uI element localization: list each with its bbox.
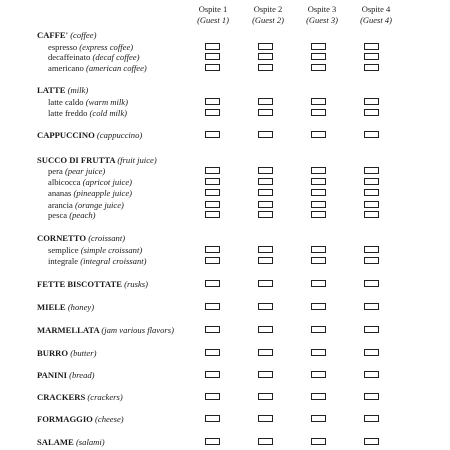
item-translation: (pear juice) <box>64 166 106 176</box>
guest-1-sub: (Guest 1) <box>197 14 229 25</box>
pesca-guest-3-checkbox[interactable] <box>311 211 326 218</box>
salame-guest-2-checkbox[interactable] <box>258 438 273 445</box>
pera-guest-1-checkbox[interactable] <box>205 167 220 174</box>
burro-guest-3-checkbox[interactable] <box>311 349 326 356</box>
item-translation: (apricot juice) <box>82 177 133 187</box>
integrale-guest-4-checkbox[interactable] <box>364 257 379 264</box>
category-translation: (bread) <box>69 370 95 380</box>
category-label <box>37 155 157 166</box>
category-title: CAPPUCCINO <box>37 130 95 140</box>
category-translation: (milk) <box>67 85 89 95</box>
item-label <box>48 256 147 267</box>
category-title: CRACKERS <box>37 392 86 402</box>
category-row-cappuccino <box>0 130 450 141</box>
item-row-albicocca <box>0 177 450 188</box>
latte-caldo-guest-3-checkbox[interactable] <box>311 98 326 105</box>
category-label <box>37 233 125 244</box>
item-row-semplice <box>0 245 450 256</box>
integrale-guest-3-checkbox[interactable] <box>311 257 326 264</box>
item-translation: (decaf coffee) <box>92 52 140 62</box>
category-label <box>37 370 95 381</box>
item-label <box>48 52 139 63</box>
category-row-marmellata <box>0 325 450 336</box>
espresso-guest-2-checkbox[interactable] <box>258 43 273 50</box>
arancia-guest-3-checkbox[interactable] <box>311 201 326 208</box>
cappuccino-guest-4-checkbox[interactable] <box>364 131 379 138</box>
formaggio-guest-1-checkbox[interactable] <box>205 415 220 422</box>
category-translation: (coffee) <box>70 30 97 40</box>
fette-biscottate-guest-1-checkbox[interactable] <box>205 280 220 287</box>
guest-2-label: Ospite 2 <box>253 4 283 14</box>
integrale-guest-2-checkbox[interactable] <box>258 257 273 264</box>
item-label <box>48 108 127 119</box>
item-translation: (cold milk) <box>89 108 127 118</box>
americano-guest-2-checkbox[interactable] <box>258 64 273 71</box>
albicocca-guest-1-checkbox[interactable] <box>205 178 220 185</box>
semplice-guest-2-checkbox[interactable] <box>258 246 273 253</box>
category-row-cornetto <box>0 233 450 244</box>
decaffeinato-guest-4-checkbox[interactable] <box>364 53 379 60</box>
category-label <box>37 130 142 141</box>
salame-guest-3-checkbox[interactable] <box>311 438 326 445</box>
albicocca-guest-3-checkbox[interactable] <box>311 178 326 185</box>
burro-guest-4-checkbox[interactable] <box>364 349 379 356</box>
latte-freddo-guest-1-checkbox[interactable] <box>205 109 220 116</box>
item-name: latte caldo <box>48 97 84 107</box>
item-name: espresso <box>48 42 78 52</box>
guest-4-label: Ospite 4 <box>361 4 391 14</box>
ananas-guest-2-checkbox[interactable] <box>258 189 273 196</box>
semplice-guest-3-checkbox[interactable] <box>311 246 326 253</box>
americano-guest-3-checkbox[interactable] <box>311 64 326 71</box>
miele-guest-3-checkbox[interactable] <box>311 303 326 310</box>
albicocca-guest-2-checkbox[interactable] <box>258 178 273 185</box>
item-row-americano <box>0 63 450 74</box>
pera-guest-3-checkbox[interactable] <box>311 167 326 174</box>
crackers-guest-4-checkbox[interactable] <box>364 393 379 400</box>
item-translation: (simple croissant) <box>80 245 143 255</box>
arancia-guest-1-checkbox[interactable] <box>205 201 220 208</box>
category-row-succo-di-frutta <box>0 155 450 166</box>
decaffeinato-guest-1-checkbox[interactable] <box>205 53 220 60</box>
formaggio-guest-4-checkbox[interactable] <box>364 415 379 422</box>
panini-guest-4-checkbox[interactable] <box>364 371 379 378</box>
category-row-crackers <box>0 392 450 403</box>
category-label <box>37 414 124 425</box>
category-translation: (cappuccino) <box>96 130 143 140</box>
item-row-decaffeinato <box>0 52 450 63</box>
category-translation: (jam various flavors) <box>101 325 174 335</box>
panini-guest-2-checkbox[interactable] <box>258 371 273 378</box>
item-label <box>48 166 105 177</box>
latte-caldo-guest-4-checkbox[interactable] <box>364 98 379 105</box>
decaffeinato-guest-3-checkbox[interactable] <box>311 53 326 60</box>
category-title: FORMAGGIO <box>37 414 93 424</box>
guest-3-sub: (Guest 3) <box>306 14 338 25</box>
pesca-guest-4-checkbox[interactable] <box>364 211 379 218</box>
pera-guest-2-checkbox[interactable] <box>258 167 273 174</box>
item-label <box>48 63 147 74</box>
category-translation: (croissant) <box>88 233 126 243</box>
category-label <box>37 437 105 448</box>
item-translation: (warm milk) <box>85 97 128 107</box>
cappuccino-guest-3-checkbox[interactable] <box>311 131 326 138</box>
marmellata-guest-4-checkbox[interactable] <box>364 326 379 333</box>
fette-biscottate-guest-2-checkbox[interactable] <box>258 280 273 287</box>
ananas-guest-1-checkbox[interactable] <box>205 189 220 196</box>
latte-caldo-guest-2-checkbox[interactable] <box>258 98 273 105</box>
marmellata-guest-1-checkbox[interactable] <box>205 326 220 333</box>
item-label <box>48 210 96 221</box>
category-title: SUCCO DI FRUTTA <box>37 155 116 165</box>
ananas-guest-4-checkbox[interactable] <box>364 189 379 196</box>
burro-guest-2-checkbox[interactable] <box>258 349 273 356</box>
category-title: LATTE <box>37 85 66 95</box>
item-name: integrale <box>48 256 79 266</box>
item-name: ananas <box>48 188 72 198</box>
espresso-guest-4-checkbox[interactable] <box>364 43 379 50</box>
crackers-guest-2-checkbox[interactable] <box>258 393 273 400</box>
americano-guest-1-checkbox[interactable] <box>205 64 220 71</box>
category-label <box>37 30 96 41</box>
item-name: semplice <box>48 245 79 255</box>
category-title: MARMELLATA <box>37 325 100 335</box>
item-name: decaffeinato <box>48 52 91 62</box>
arancia-guest-2-checkbox[interactable] <box>258 201 273 208</box>
espresso-guest-3-checkbox[interactable] <box>311 43 326 50</box>
item-row-latte-freddo <box>0 108 450 119</box>
category-translation: (rusks) <box>124 279 148 289</box>
crackers-guest-1-checkbox[interactable] <box>205 393 220 400</box>
category-row-panini <box>0 370 450 381</box>
burro-guest-1-checkbox[interactable] <box>205 349 220 356</box>
item-translation: (pineapple juice) <box>73 188 133 198</box>
salame-guest-1-checkbox[interactable] <box>205 438 220 445</box>
pesca-guest-1-checkbox[interactable] <box>205 211 220 218</box>
category-row-burro <box>0 348 450 359</box>
category-translation: (cheese) <box>95 414 124 424</box>
item-name: albicocca <box>48 177 81 187</box>
item-row-pesca <box>0 210 450 221</box>
category-label <box>37 392 123 403</box>
item-translation: (american coffee) <box>85 63 147 73</box>
category-title: BURRO <box>37 348 69 358</box>
category-label <box>37 348 96 359</box>
arancia-guest-4-checkbox[interactable] <box>364 201 379 208</box>
guest-3-label: Ospite 3 <box>307 4 337 14</box>
cappuccino-guest-2-checkbox[interactable] <box>258 131 273 138</box>
panini-guest-1-checkbox[interactable] <box>205 371 220 378</box>
item-name: pera <box>48 166 63 176</box>
item-label <box>48 188 132 199</box>
americano-guest-4-checkbox[interactable] <box>364 64 379 71</box>
item-row-ananas <box>0 188 450 199</box>
category-translation: (crackers) <box>87 392 123 402</box>
marmellata-guest-3-checkbox[interactable] <box>311 326 326 333</box>
category-title: FETTE BISCOTTATE <box>37 279 122 289</box>
latte-freddo-guest-2-checkbox[interactable] <box>258 109 273 116</box>
miele-guest-1-checkbox[interactable] <box>205 303 220 310</box>
category-label <box>37 279 148 290</box>
item-row-integrale <box>0 256 450 267</box>
guest-4-sub: (Guest 4) <box>360 14 392 25</box>
panini-guest-3-checkbox[interactable] <box>311 371 326 378</box>
item-translation: (integral croissant) <box>80 256 147 266</box>
item-name: pesca <box>48 210 68 220</box>
category-row-miele <box>0 302 450 313</box>
category-title: MIELE <box>37 302 66 312</box>
item-translation: (peach) <box>69 210 96 220</box>
category-translation: (honey) <box>67 302 95 312</box>
albicocca-guest-4-checkbox[interactable] <box>364 178 379 185</box>
crackers-guest-3-checkbox[interactable] <box>311 393 326 400</box>
miele-guest-2-checkbox[interactable] <box>258 303 273 310</box>
salame-guest-4-checkbox[interactable] <box>364 438 379 445</box>
formaggio-guest-2-checkbox[interactable] <box>258 415 273 422</box>
category-row-salame <box>0 437 450 448</box>
category-label <box>37 85 88 96</box>
category-row-fette-biscottate <box>0 279 450 290</box>
semplice-guest-1-checkbox[interactable] <box>205 246 220 253</box>
guest-1-label: Ospite 1 <box>198 4 228 14</box>
category-label <box>37 325 174 336</box>
item-name: americano <box>48 63 84 73</box>
category-title: CORNETTO <box>37 233 87 243</box>
category-translation: (salami) <box>75 437 105 447</box>
category-row-latte <box>0 85 450 96</box>
item-label <box>48 245 142 256</box>
fette-biscottate-guest-3-checkbox[interactable] <box>311 280 326 287</box>
latte-freddo-guest-4-checkbox[interactable] <box>364 109 379 116</box>
item-row-latte-caldo <box>0 97 450 108</box>
cappuccino-guest-1-checkbox[interactable] <box>205 131 220 138</box>
pera-guest-4-checkbox[interactable] <box>364 167 379 174</box>
latte-freddo-guest-3-checkbox[interactable] <box>311 109 326 116</box>
fette-biscottate-guest-4-checkbox[interactable] <box>364 280 379 287</box>
category-label <box>37 302 94 313</box>
marmellata-guest-2-checkbox[interactable] <box>258 326 273 333</box>
formaggio-guest-3-checkbox[interactable] <box>311 415 326 422</box>
category-title: PANINI <box>37 370 67 380</box>
semplice-guest-4-checkbox[interactable] <box>364 246 379 253</box>
ananas-guest-3-checkbox[interactable] <box>311 189 326 196</box>
guest-2-sub: (Guest 2) <box>252 14 284 25</box>
pesca-guest-2-checkbox[interactable] <box>258 211 273 218</box>
miele-guest-4-checkbox[interactable] <box>364 303 379 310</box>
item-label <box>48 177 132 188</box>
integrale-guest-1-checkbox[interactable] <box>205 257 220 264</box>
item-row-pera <box>0 166 450 177</box>
espresso-guest-1-checkbox[interactable] <box>205 43 220 50</box>
decaffeinato-guest-2-checkbox[interactable] <box>258 53 273 60</box>
category-title: CAFFE' <box>37 30 69 40</box>
category-row-caffe <box>0 30 450 41</box>
category-translation: (butter) <box>70 348 97 358</box>
category-title: SALAME <box>37 437 74 447</box>
item-translation: (express coffee) <box>79 42 134 52</box>
category-row-formaggio <box>0 414 450 425</box>
item-translation: (orange juice) <box>74 200 124 210</box>
latte-caldo-guest-1-checkbox[interactable] <box>205 98 220 105</box>
item-label <box>48 97 128 108</box>
item-name: latte freddo <box>48 108 88 118</box>
category-translation: (fruit juice) <box>117 155 157 165</box>
item-name: arancia <box>48 200 73 210</box>
